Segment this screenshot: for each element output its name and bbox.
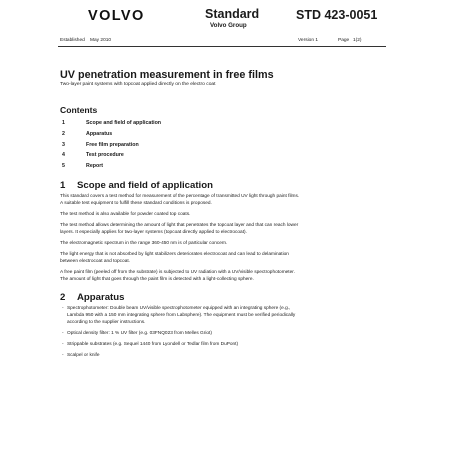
section-number: 2 [60,292,66,303]
document-title: UV penetration measurement in free films [60,69,274,81]
list-item-line: Optical density filter: 1 % UV filter (e.g. 03FNQ023 from Melles Griot) [67,331,212,336]
list-item-line: Strippable substrates (e.g. Sequel 1440 from Lyondell or Tedlar film from DuPont) [67,342,239,347]
toc-number: 5 [62,163,65,169]
section-heading-scope: Scope and field of application [77,180,213,191]
section-number: 1 [60,180,66,191]
toc-item-free-film[interactable]: Free film preparation [86,142,139,148]
list-item-line: Scalpel or knife [67,353,100,358]
header-divider [58,46,386,47]
established-label: Established [60,38,85,43]
list-bullet: - [62,353,64,358]
standard-title: Standard [205,7,260,21]
paragraph-line: The electromagnetic spectrum in the range 360-450 nm is of particular concern. [60,241,228,246]
established-date: May 2010 [90,38,112,43]
list-bullet: - [62,306,64,311]
standard-number: STD 423-0051 [296,8,378,22]
paragraph-line: The light energy that is not absorbed by light stabilizers deteriorates electrocoat and can lead to delamination [60,252,289,257]
paragraph-line: A suitable test equipment to fulfill these standard conditions is proposed. [60,201,212,206]
paragraph-line: layers. It especially applies for two-layer systems (topcoat directly applied to electrocoat). [60,230,247,235]
paragraph-line: The test method allows determining the amount of light that penetrates the topcoat layer and that can reach lower [60,223,299,228]
volvo-logo: VOLVO [88,8,145,24]
list-item-line: Spectrophotometer: Double beam UV/visible spectrophotometer equipped with an integrating sphere (e.g., [67,306,291,311]
version-label: Version 1 [298,38,319,43]
toc-number: 2 [62,131,65,137]
page-number: 1(2) [353,38,362,43]
toc-item-apparatus[interactable]: Apparatus [86,131,113,137]
document-subtitle: Two-layer paint systems with topcoat applied directly on the electro coat [60,82,216,87]
toc-item-report[interactable]: Report [86,163,104,169]
toc-item-test-procedure[interactable]: Test procedure [86,152,124,158]
toc-number: 3 [62,142,65,148]
contents-heading: Contents [60,105,98,115]
paragraph-line: The test method is also available for powder coated top coats. [60,212,191,217]
paragraph-line: This standard covers a test method for measurement of the percentage of transmitted UV light through paint films. [60,194,300,199]
toc-number: 4 [62,152,65,158]
list-item-line: according to the supplier instructions. [67,320,146,325]
list-bullet: - [62,342,64,347]
paragraph-line: A free paint film (peeled off from the substrate) is subjected to UV radiation with a UV/visible spectrophotometer. [60,270,295,275]
section-heading-apparatus: Apparatus [77,292,125,303]
toc-item-scope[interactable]: Scope and field of application [86,120,162,126]
toc-number: 1 [62,120,65,126]
list-bullet: - [62,331,64,336]
page-label: Page [338,38,350,43]
list-item-line: Lambda 950 with a 150 mm integrating sphere from Labsphere). The equipment must be verified periodically [67,313,296,318]
paragraph-line: The amount of light that goes through the paint film is detected with a light-collecting sphere. [60,277,254,282]
paragraph-line: between electrocoat and topcoat. [60,259,130,264]
group-name: Volvo Group [210,22,247,29]
